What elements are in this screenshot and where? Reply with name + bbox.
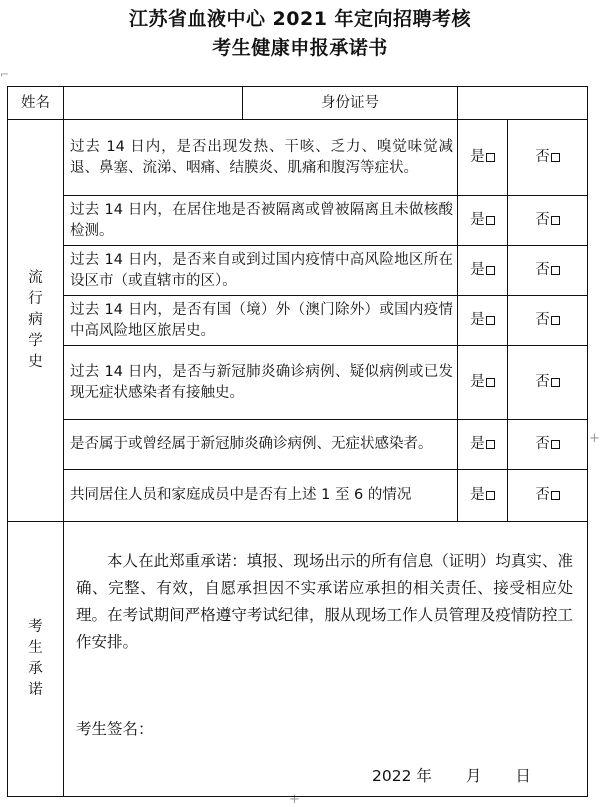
checkbox-icon xyxy=(551,491,560,500)
question-row xyxy=(8,246,588,296)
question-row xyxy=(8,296,588,346)
question-text: 过去 14 日内，是否与新冠肺炎确诊病例、疑似病例或已发现无症状感染者有接触史。 xyxy=(64,346,458,420)
question-row xyxy=(8,346,588,420)
health-declaration-form xyxy=(7,86,588,797)
signature-label: 考生签名： xyxy=(76,720,154,738)
checkbox-icon xyxy=(551,216,560,225)
id-number-label: 身份证号 xyxy=(243,87,458,120)
checkbox-icon xyxy=(551,266,560,275)
identity-row xyxy=(8,87,588,120)
name-field[interactable] xyxy=(64,87,243,120)
yes-checkbox[interactable]: 是 xyxy=(458,296,508,346)
question-row xyxy=(8,120,588,196)
id-number-field[interactable] xyxy=(458,87,588,120)
document-title: 江苏省血液中心 2021 年定向招聘考核 xyxy=(128,8,472,30)
name-label: 姓名 xyxy=(8,87,64,120)
yes-checkbox[interactable]: 是 xyxy=(458,470,508,522)
checkbox-icon xyxy=(486,153,495,162)
promise-statement: 本人在此郑重承诺：填报、现场出示的所有信息（证明）均真实、准确、完整、有效，自愿承担因不实承诺应承担的相关责任、接受相应处理。在考试期间严格遵守考试纪律，服从现场工作人员管理及疫情防控工作安排。 xyxy=(76,552,573,651)
promise-row xyxy=(8,522,588,797)
date-line xyxy=(372,766,531,787)
question-text: 共同居住人员和家庭成员中是否有上述 1 至 6 的情况 xyxy=(64,470,458,522)
checkbox-icon xyxy=(486,378,495,387)
yes-checkbox[interactable]: 是 xyxy=(458,346,508,420)
no-checkbox[interactable]: 否 xyxy=(508,120,588,196)
checkbox-icon xyxy=(551,153,560,162)
no-checkbox[interactable]: 否 xyxy=(508,346,588,420)
candidate-promise-label: 考 生 承 诺 xyxy=(8,522,64,797)
no-checkbox[interactable]: 否 xyxy=(508,420,588,470)
date-day: 日 xyxy=(515,767,531,785)
table-add-row-icon[interactable]: + xyxy=(589,431,600,446)
checkbox-icon xyxy=(486,316,495,325)
question-text: 过去 14 日内，是否有国（境）外（澳门除外）或国内疫情中高风险地区旅居史。 xyxy=(64,296,458,346)
question-text: 是否属于或曾经属于新冠肺炎确诊病例、无症状感染者。 xyxy=(64,420,458,470)
question-row xyxy=(8,420,588,470)
question-row xyxy=(8,196,588,246)
checkbox-icon xyxy=(486,216,495,225)
question-text: 过去 14 日内，是否出现发热、干咳、乏力、嗅觉味觉减退、鼻塞、流涕、咽痛、结膜炎、肌痛和腹泻等症状。 xyxy=(64,120,458,196)
yes-checkbox[interactable]: 是 xyxy=(458,246,508,296)
no-checkbox[interactable]: 否 xyxy=(508,246,588,296)
checkbox-icon xyxy=(486,440,495,449)
checkbox-icon xyxy=(486,266,495,275)
checkbox-icon xyxy=(551,316,560,325)
checkbox-icon xyxy=(551,378,560,387)
document-subtitle: 考生健康申报承诺书 xyxy=(212,37,388,59)
question-text: 过去 14 日内，是否来自或到过国内疫情中高风险地区所在设区市（或直辖市的区）。 xyxy=(64,246,458,296)
date-year: 2022 年 xyxy=(372,767,432,785)
date-month: 月 xyxy=(465,767,482,785)
checkbox-icon xyxy=(551,440,560,449)
no-checkbox[interactable]: 否 xyxy=(508,196,588,246)
no-checkbox[interactable]: 否 xyxy=(508,296,588,346)
epidemiological-history-label: 流 行 病 学 史 xyxy=(8,120,64,522)
promise-content xyxy=(64,522,588,797)
checkbox-icon xyxy=(486,491,495,500)
table-add-column-icon[interactable]: + xyxy=(289,792,300,807)
question-text: 过去 14 日内，在居住地是否被隔离或曾被隔离且未做核酸检测。 xyxy=(64,196,458,246)
corner-mark-icon: ⌐ xyxy=(0,68,10,81)
yes-checkbox[interactable]: 是 xyxy=(458,196,508,246)
no-checkbox[interactable]: 否 xyxy=(508,470,588,522)
yes-checkbox[interactable]: 是 xyxy=(458,420,508,470)
question-row xyxy=(8,470,588,522)
yes-checkbox[interactable]: 是 xyxy=(458,120,508,196)
